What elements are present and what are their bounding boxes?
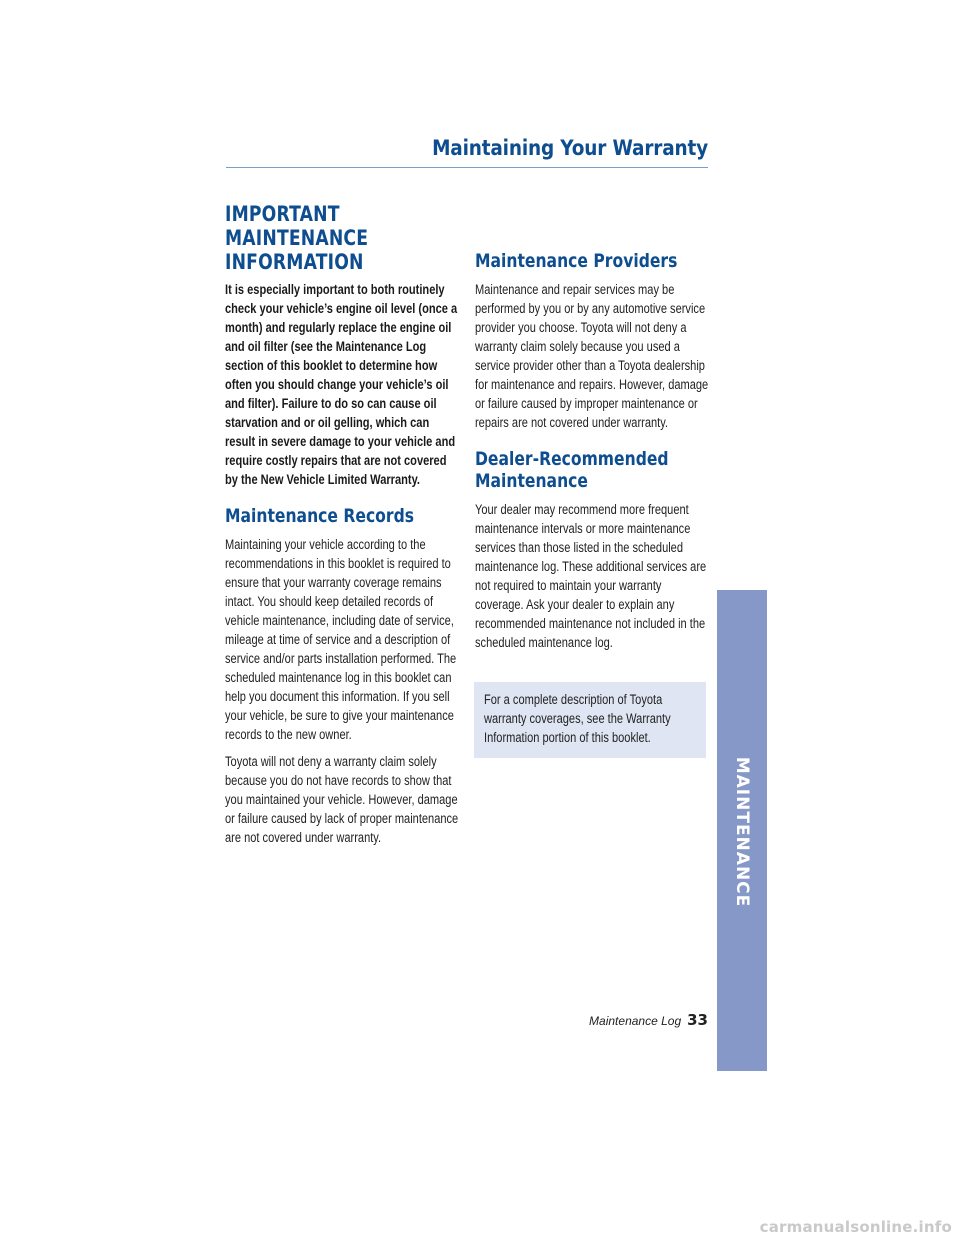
page-footer bbox=[589, 1011, 708, 1029]
important-maintenance-heading: IMPORTANT MAINTENANCE INFORMATION bbox=[225, 202, 369, 274]
maintenance-records-paragraph-2: Toyota will not deny a warranty claim solely because you do not have records to show that you maintained your vehicle. However, damage or failure caused by lack of proper maintenance are not covered under warranty. bbox=[225, 754, 459, 845]
footer-section-name: Maintenance Log bbox=[589, 1014, 682, 1028]
left-column bbox=[225, 202, 461, 847]
important-maintenance-text: It is especially important to both routinely check your vehicle’s engine oil level (once a month) and regularly replace the engine oil and oil filter (see the Maintenance Log section of this booklet to determine how often you should change your vehicle’s oil and filter). Failure to do so can cause oil starvation and or oil gelling, which can result in severe damage to your vehicle and require costly repairs that are not covered by the New Vehicle Limited Warranty. bbox=[225, 282, 458, 487]
header-divider bbox=[226, 167, 708, 168]
section-tab-label: MAINTENANCE bbox=[732, 756, 752, 908]
warranty-callout-text: For a complete description of Toyota warranty coverages, see the Warranty Information portion of this booklet. bbox=[484, 692, 671, 745]
site-watermark: carmanualsonline.info bbox=[759, 1218, 952, 1236]
dealer-recommended-paragraph: Your dealer may recommend more frequent maintenance intervals or more maintenance services than those listed in the scheduled maintenance log. These additional services are not required to maintain your warranty coverage. Ask your dealer to explain any recommended maintenance not included in the scheduled maintenance log. bbox=[475, 502, 707, 650]
maintenance-records-paragraph-1: Maintaining your vehicle according to the recommendations in this booklet is required to ensure that your warranty coverage remains intact. You should keep detailed records of vehicle maintenance, including date of service, mileage at time of service and a description of service and/or parts installation performed. The scheduled maintenance log in this booklet can help you document this information. If you sell your vehicle, be sure to give your maintenance records to the new owner. bbox=[225, 537, 457, 742]
dealer-recommended-heading: Dealer-Recommended Maintenance bbox=[475, 448, 669, 492]
maintenance-records-heading: Maintenance Records bbox=[225, 505, 415, 527]
maintenance-providers-heading: Maintenance Providers bbox=[475, 250, 678, 272]
right-column bbox=[475, 250, 713, 652]
maintenance-providers-paragraph: Maintenance and repair services may be performed by you or by any automotive service provider you choose. Toyota will not deny a warranty claim solely because you used a service provider other than a Toyota dealership for maintenance and repairs. However, damage or failure caused by improper maintenance or repairs are not covered under warranty. bbox=[475, 282, 709, 430]
page-number: 33 bbox=[687, 1011, 708, 1029]
page-header-title: Maintaining Your Warranty bbox=[432, 136, 708, 160]
warranty-callout-box bbox=[474, 682, 706, 758]
